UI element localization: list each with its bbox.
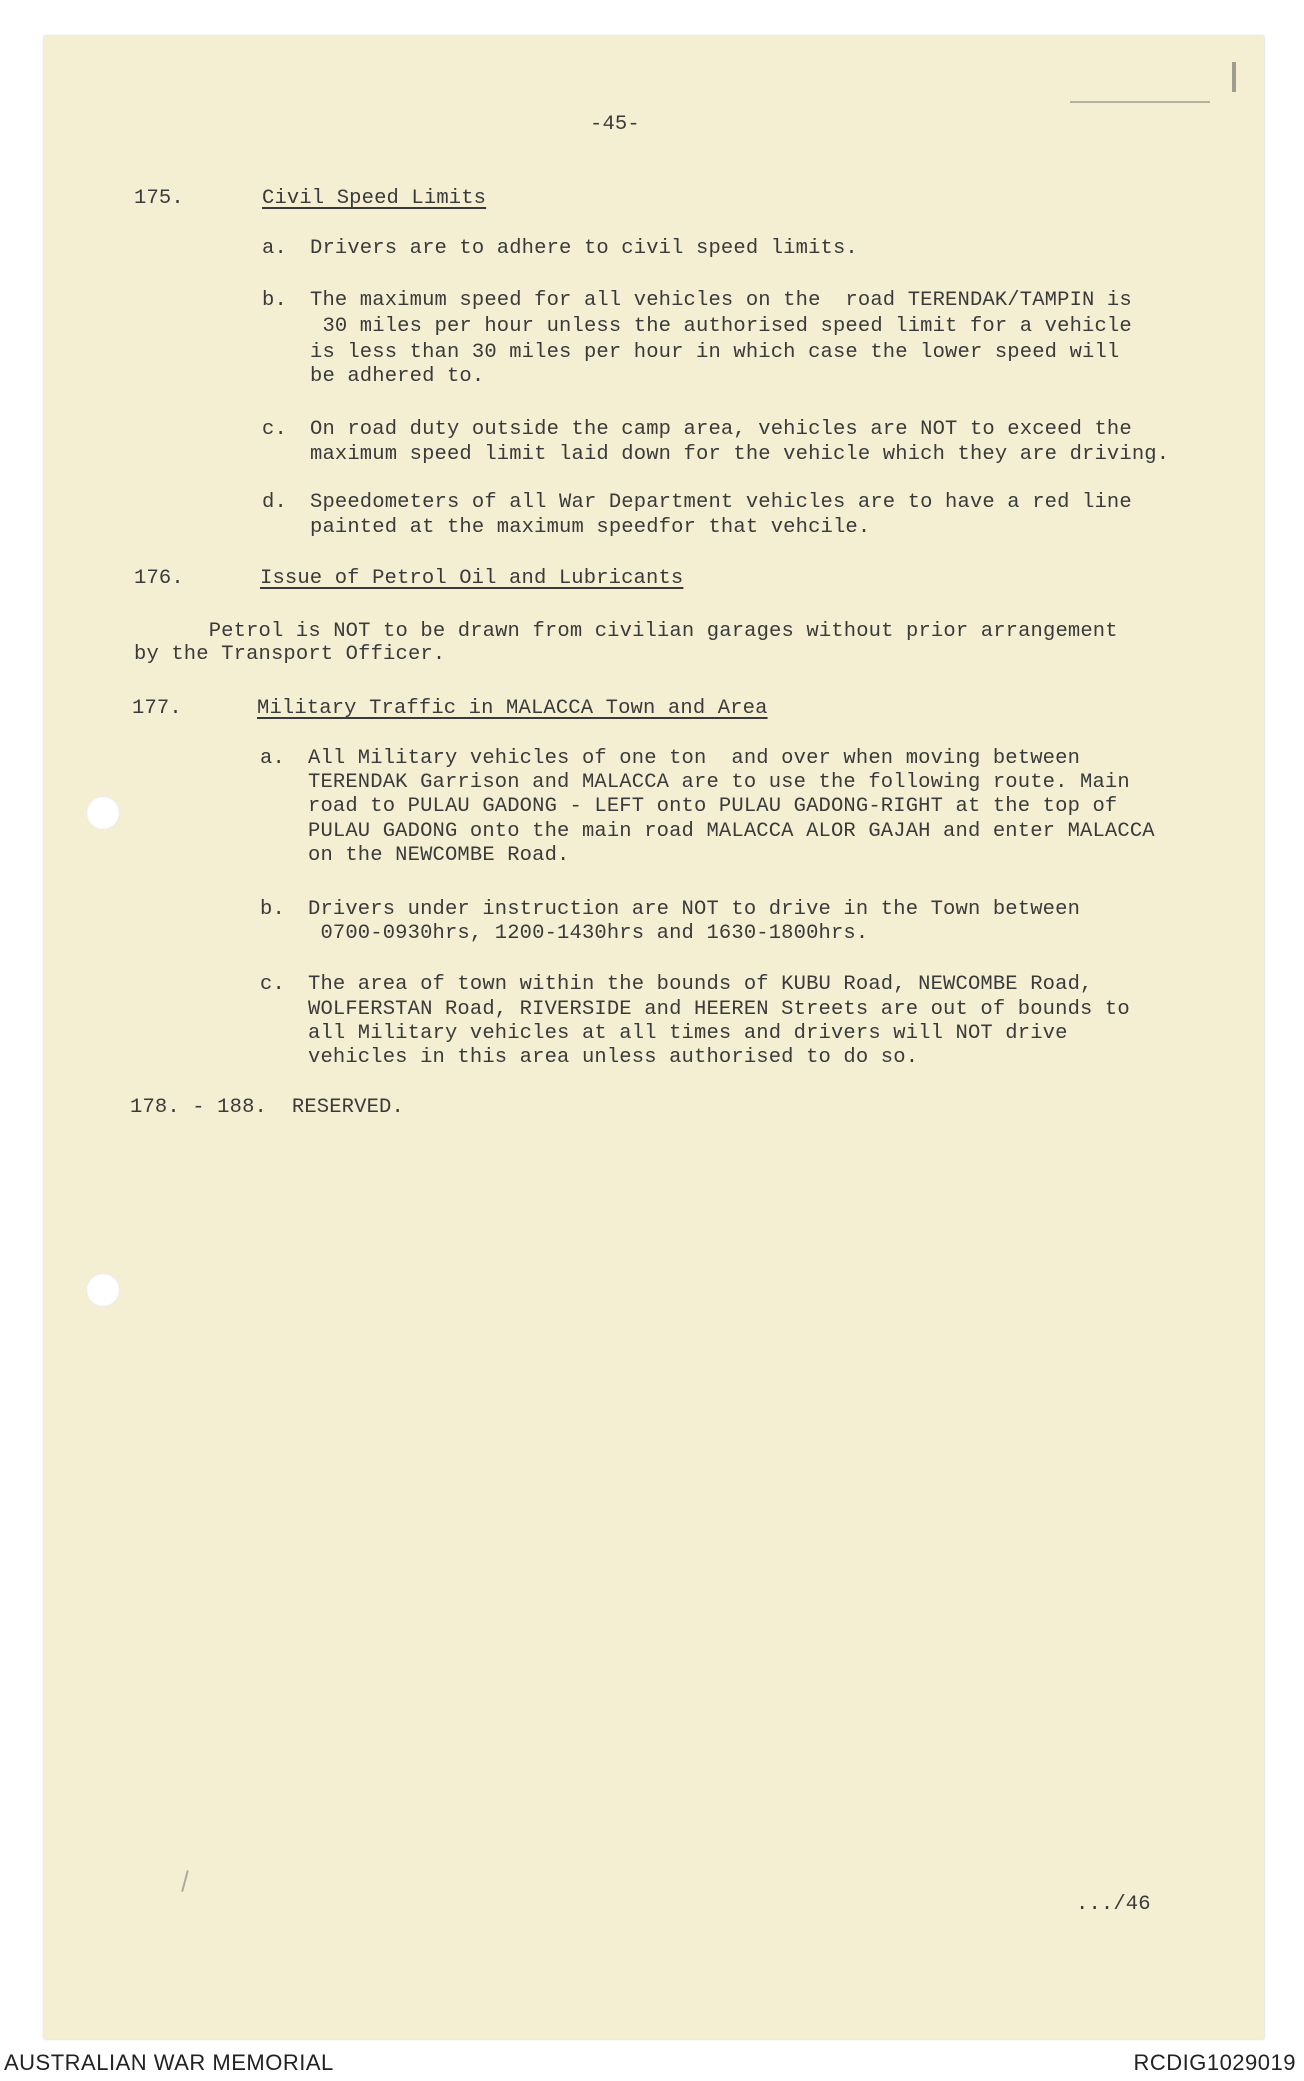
item-175c-line: maximum speed limit laid down for the vehicle which they are driving. bbox=[310, 443, 1170, 466]
item-175d-line: painted at the maximum speedfor that vehcile. bbox=[310, 516, 871, 539]
item-177c-line: vehicles in this area unless authorised to do so. bbox=[308, 1046, 919, 1069]
punch-hole-upper bbox=[86, 796, 120, 830]
section-175-number: 175. bbox=[134, 187, 184, 210]
item-label: c. bbox=[260, 973, 285, 996]
section-176-number: 176. bbox=[134, 567, 184, 590]
item-label: c. bbox=[262, 418, 287, 441]
item-label: b. bbox=[262, 289, 287, 312]
section-176-text: Petrol is NOT to be drawn from civilian garages without prior arrangement bbox=[134, 620, 1118, 643]
footer-source: AUSTRALIAN WAR MEMORIAL bbox=[4, 2050, 334, 2075]
section-176-heading: Issue of Petrol Oil and Lubricants bbox=[260, 567, 684, 590]
ink-smudge bbox=[1232, 62, 1236, 92]
item-177b-line: Drivers under instruction are NOT to drive in the Town between bbox=[308, 898, 1081, 921]
item-label: d. bbox=[262, 491, 287, 514]
footer-id: RCDIG1029019 bbox=[1133, 2050, 1296, 2075]
item-label: b. bbox=[260, 898, 285, 921]
ink-smudge bbox=[1070, 101, 1210, 103]
item-label: a. bbox=[260, 747, 285, 770]
item-175d-line: Speedometers of all War Department vehicles are to have a red line bbox=[310, 491, 1132, 514]
item-177a-line: PULAU GADONG onto the main road MALACCA ALOR GAJAH and enter MALACCA bbox=[308, 820, 1155, 843]
item-label: a. bbox=[262, 237, 287, 260]
item-175b-line: is less than 30 miles per hour in which case the lower speed will bbox=[310, 341, 1120, 364]
section-178-reserved: 178. - 188. RESERVED. bbox=[130, 1096, 404, 1119]
section-176-text: by the Transport Officer. bbox=[134, 643, 446, 666]
item-175b-line: The maximum speed for all vehicles on the road TERENDAK/TAMPIN is bbox=[310, 289, 1132, 312]
item-175c-line: On road duty outside the camp area, vehicles are NOT to exceed the bbox=[310, 418, 1132, 441]
section-177-heading: Military Traffic in MALACCA Town and Area bbox=[257, 697, 768, 720]
item-175b-line: be adhered to. bbox=[310, 365, 485, 388]
punch-hole-lower bbox=[86, 1273, 120, 1307]
section-175-heading: Civil Speed Limits bbox=[262, 187, 487, 210]
item-177a-line: road to PULAU GADONG - LEFT onto PULAU GADONG-RIGHT at the top of bbox=[308, 795, 1118, 818]
item-175a-line: Drivers are to adhere to civil speed limits. bbox=[310, 237, 858, 260]
item-177c-line: The area of town within the bounds of KUBU Road, NEWCOMBE Road, bbox=[308, 973, 1093, 996]
item-177a-line: TERENDAK Garrison and MALACCA are to use the following route. Main bbox=[308, 771, 1130, 794]
continuation-marker: .../46 bbox=[1076, 1893, 1151, 1916]
item-177c-line: WOLFERSTAN Road, RIVERSIDE and HEEREN Streets are out of bounds to bbox=[308, 998, 1130, 1021]
item-177a-line: on the NEWCOMBE Road. bbox=[308, 844, 570, 867]
item-175b-line: 30 miles per hour unless the authorised speed limit for a vehicle bbox=[310, 315, 1132, 338]
item-177b-line: 0700-0930hrs, 1200-1430hrs and 1630-1800hrs. bbox=[308, 922, 869, 945]
item-177c-line: all Military vehicles at all times and drivers will NOT drive bbox=[308, 1022, 1068, 1045]
item-177a-line: All Military vehicles of one ton and over when moving between bbox=[308, 747, 1081, 770]
section-177-number: 177. bbox=[132, 697, 182, 720]
page-number: -45- bbox=[590, 113, 640, 136]
